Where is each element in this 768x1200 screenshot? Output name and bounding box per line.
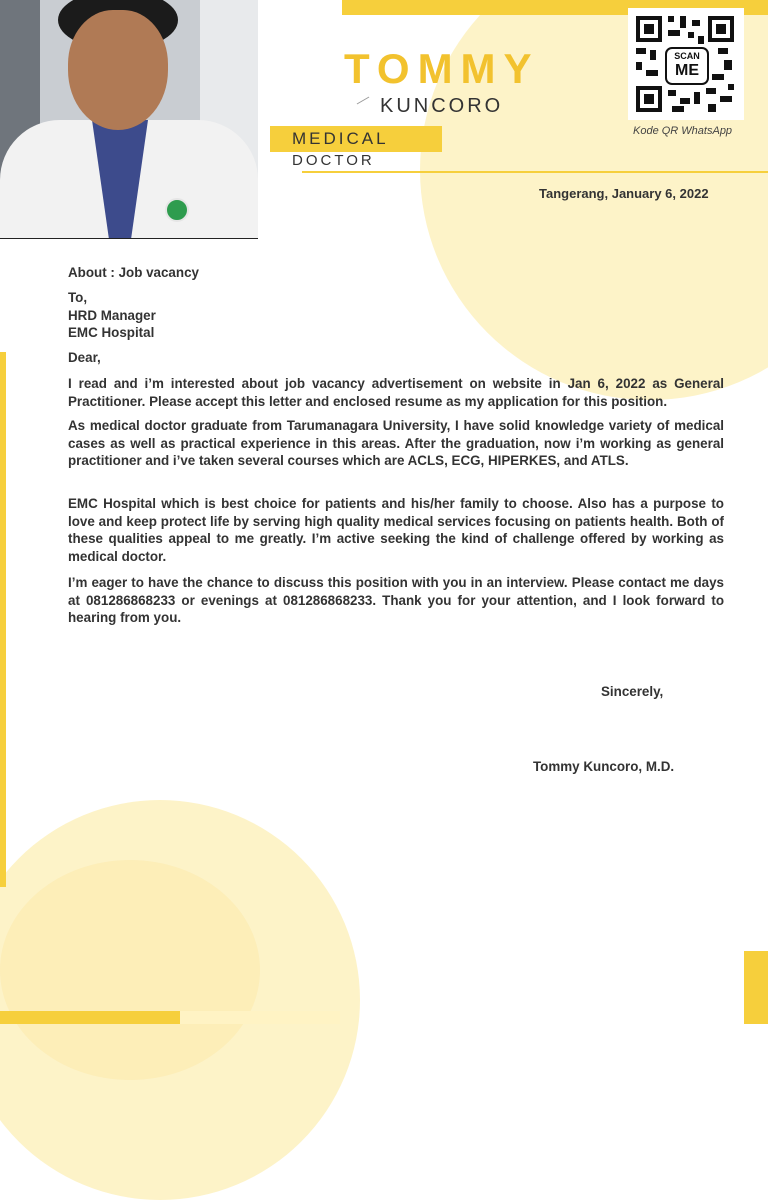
- decor-circle-bottom-inner: [0, 860, 260, 1080]
- paragraph: I’m eager to have the chance to discuss this position with you in an interview. Please contact me days at 081286868233 or evenings at 081286868233. Thank you for your attention, and I look forward to hearing from you.: [68, 575, 724, 625]
- recipient-line: EMC Hospital: [68, 325, 155, 340]
- letter-subject: About : Job vacancy: [68, 265, 199, 280]
- first-name: TOMMY: [344, 45, 540, 92]
- paragraph: I read and i’m interested about job vacancy advertisement on website in Jan 6, 2022 as General Practitioner. Please accept this letter and enclosed resume as my application for this position.: [68, 376, 724, 409]
- paragraph: As medical doctor graduate from Tarumanagara University, I have solid knowledge variety of medical cases as well as practical experience in this areas. After the graduation, now i’m working as general practitioner and i’ve taken several courses which are ACLS, ECG, HIPERKES, and ATLS.: [68, 418, 724, 468]
- closing: Sincerely,: [601, 684, 664, 699]
- signature-name: Tommy Kuncoro, M.D.: [533, 759, 675, 774]
- letter-date: Tangerang, January 6, 2022: [539, 186, 709, 201]
- recipient-line: To,: [68, 290, 88, 305]
- recipient-line: HRD Manager: [68, 307, 156, 323]
- salutation: Dear,: [68, 350, 101, 365]
- decor-slash: [357, 97, 370, 105]
- badge-icon: [165, 198, 189, 222]
- qr-caption: Kode QR WhatsApp: [633, 125, 733, 137]
- decor-bar-right: [744, 951, 768, 1024]
- paragraph: EMC Hospital which is best choice for patients and his/her family to choose. Also has a purpose to love and keep protect life by serving high quality medical services focusing on patients health. Both of these qualities appeal to me greatly. I’m active seeking the kind of challenge offered by working as medical doctor.: [68, 496, 724, 564]
- decor-bar-left: [0, 352, 6, 887]
- recipient-block: [68, 289, 156, 342]
- title-underline: [302, 171, 768, 173]
- qr-code[interactable]: [628, 8, 744, 120]
- job-title-line2: DOCTOR: [292, 152, 375, 169]
- last-name: KUNCORO: [380, 95, 504, 117]
- decor-bar-bottom: [0, 1011, 180, 1024]
- qr-label-bottom: ME: [675, 62, 699, 79]
- decor-bar-bottom-light: [180, 1011, 340, 1024]
- job-title-line1: MEDICAL: [292, 129, 389, 148]
- profile-photo: [0, 0, 258, 239]
- qr-label-top: SCAN: [674, 51, 700, 61]
